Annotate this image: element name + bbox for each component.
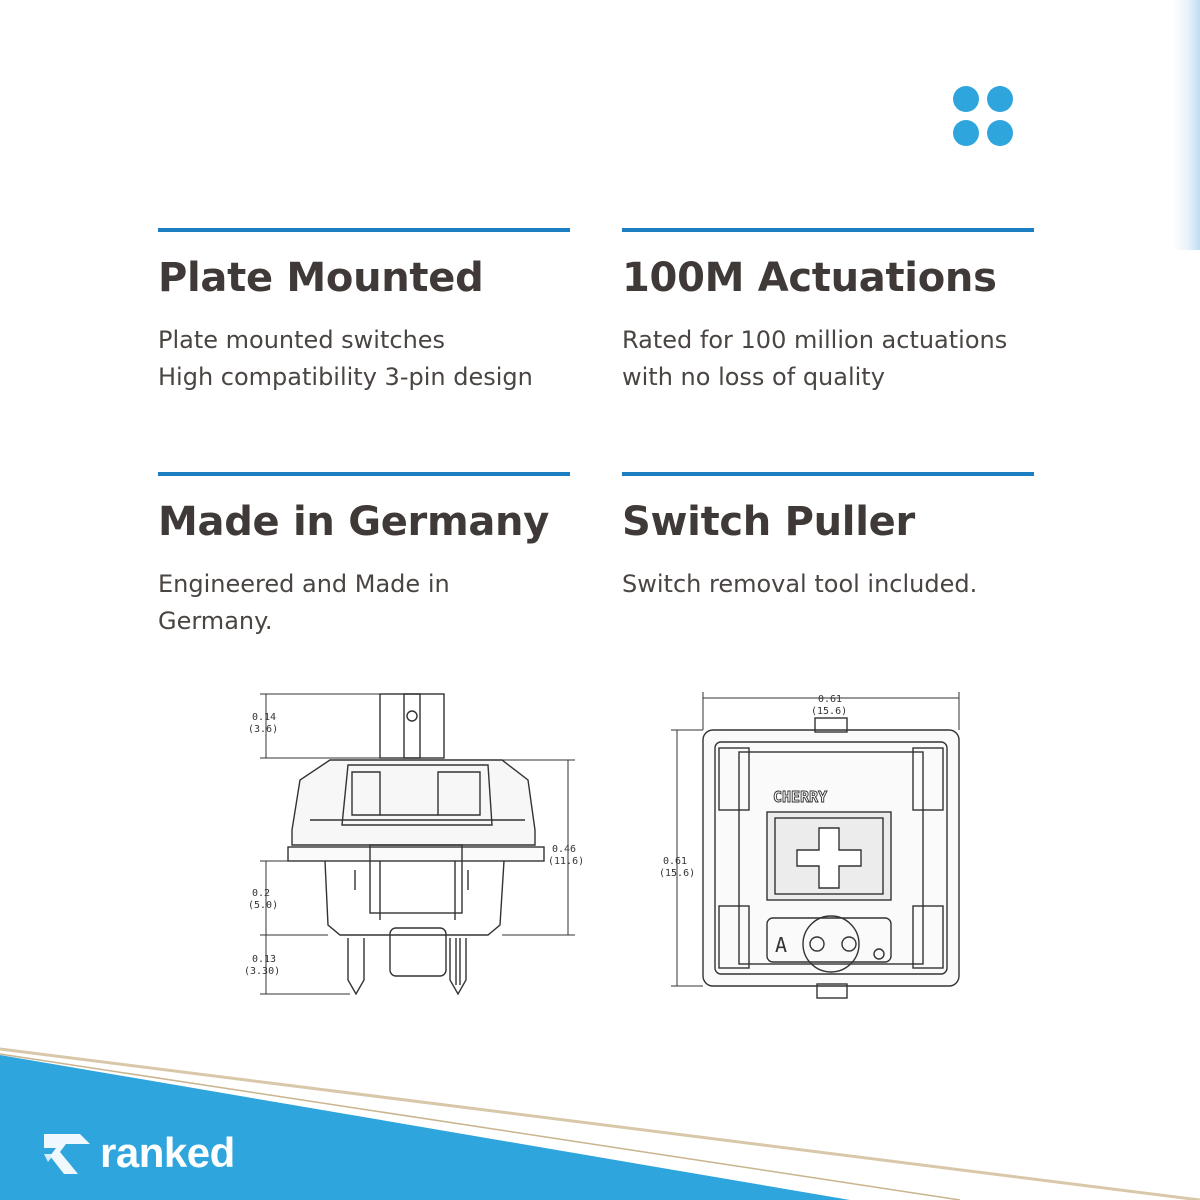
feature-divider <box>158 228 570 232</box>
dim-width-label: 0.61 <box>818 694 843 705</box>
switch-top-drawing <box>655 688 975 1012</box>
dim-pin-mm-label: (3.30) <box>244 966 281 977</box>
switch-side-drawing <box>230 680 610 1014</box>
dim-pin-label: 0.13 <box>252 954 277 965</box>
dim-top-label: 0.14 <box>252 712 277 723</box>
feature-line: Rated for 100 million actuations <box>622 326 1008 354</box>
dim-mid-label: 0.2 <box>252 888 271 899</box>
dim-height-label: 0.61 <box>663 856 688 867</box>
led-letter: A <box>775 933 788 957</box>
dim-mid-mm-label: (5.0) <box>248 900 279 911</box>
feature-title: Switch Puller <box>622 499 915 545</box>
feature-line: Switch removal tool included. <box>622 570 978 598</box>
feature-divider <box>622 472 1034 476</box>
grid-dots-icon <box>953 86 1015 148</box>
brand-name: ranked <box>100 1129 235 1176</box>
feature-line: Germany. <box>158 607 273 635</box>
dim-top-mm-label: (3.6) <box>248 724 279 735</box>
ranked-logo <box>42 1123 235 1183</box>
feature-divider <box>622 228 1034 232</box>
feature-line: with no loss of quality <box>622 363 885 391</box>
feature-line: Plate mounted switches <box>158 326 446 354</box>
feature-description <box>622 322 1042 396</box>
feature-divider <box>158 472 570 476</box>
dim-width-mm-label: (15.6) <box>811 706 848 717</box>
dim-height-mm-label: (11.6) <box>548 856 585 867</box>
feature-description <box>158 566 578 640</box>
dim-height-label: 0.46 <box>552 844 577 855</box>
feature-title: Made in Germany <box>158 499 550 545</box>
feature-description <box>158 322 578 396</box>
dim-height-mm-label: (15.6) <box>659 868 696 879</box>
feature-title: Plate Mounted <box>158 255 484 301</box>
ranked-logo-mark-icon <box>42 1126 96 1180</box>
feature-switch-puller <box>622 472 1042 603</box>
feature-100m-actuations <box>622 228 1042 396</box>
edge-gradient-strip <box>1172 0 1200 250</box>
cherry-logo-text: CHERRY <box>773 788 828 806</box>
feature-description <box>622 566 1042 603</box>
feature-made-in-germany <box>158 472 578 640</box>
feature-plate-mounted <box>158 228 578 396</box>
feature-title: 100M Actuations <box>622 255 997 301</box>
feature-line: High compatibility 3-pin design <box>158 363 533 391</box>
feature-line: Engineered and Made in <box>158 570 450 598</box>
